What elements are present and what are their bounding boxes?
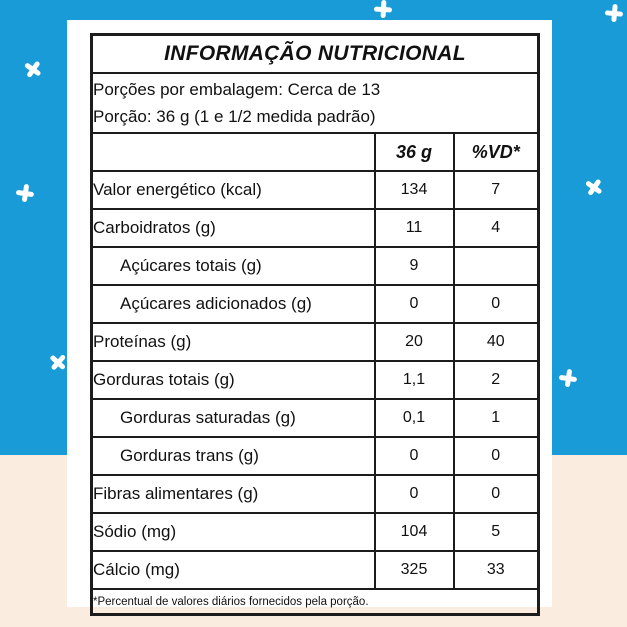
table-row [92,285,539,323]
table-row [92,551,539,589]
title-row [92,35,539,74]
row-dv: 33 [454,551,539,589]
row-amount: 104 [375,513,454,551]
row-label: Proteínas (g) [92,323,375,361]
column-header-amount: 36 g [375,133,454,171]
row-amount: 0 [375,475,454,513]
plus-decoration-icon [15,183,35,203]
servings-info [92,73,539,133]
row-amount: 0,1 [375,399,454,437]
table-row [92,513,539,551]
row-dv: 4 [454,209,539,247]
footnote: *Percentual de valores diários fornecidos pela porção. [92,589,539,615]
nutrition-facts-table [90,33,540,616]
row-dv [454,247,539,285]
row-label: Valor energético (kcal) [92,171,375,209]
row-dv: 0 [454,437,539,475]
serving-size: Porção: 36 g (1 e 1/2 medida padrão) [93,107,376,126]
servings-row [92,73,539,133]
footnote-row [92,589,539,615]
column-header-spacer [92,133,375,171]
row-amount: 325 [375,551,454,589]
row-dv: 0 [454,475,539,513]
table-row [92,399,539,437]
row-amount: 11 [375,209,454,247]
nutrition-title: INFORMAÇÃO NUTRICIONAL [92,35,539,74]
row-dv: 40 [454,323,539,361]
row-dv: 1 [454,399,539,437]
column-header-dv: %VD* [454,133,539,171]
row-dv: 0 [454,285,539,323]
table-row [92,171,539,209]
row-label: Sódio (mg) [92,513,375,551]
row-amount: 20 [375,323,454,361]
plus-decoration-icon [374,0,393,18]
plus-decoration-icon [604,3,624,23]
nutrition-rows [92,171,539,589]
row-label: Açúcares totais (g) [92,247,375,285]
row-label: Fibras alimentares (g) [92,475,375,513]
column-header-row [92,133,539,171]
table-row [92,247,539,285]
row-label: Gorduras saturadas (g) [92,399,375,437]
table-row [92,209,539,247]
row-label: Gorduras trans (g) [92,437,375,475]
row-label: Carboidratos (g) [92,209,375,247]
plus-decoration-icon [558,368,578,388]
servings-per-package: Porções por embalagem: Cerca de 13 [93,79,381,99]
row-dv: 5 [454,513,539,551]
row-label: Gorduras totais (g) [92,361,375,399]
row-amount: 0 [375,285,454,323]
row-amount: 134 [375,171,454,209]
row-amount: 0 [375,437,454,475]
row-dv: 2 [454,361,539,399]
row-label: Açúcares adicionados (g) [92,285,375,323]
row-amount: 1,1 [375,361,454,399]
row-label: Cálcio (mg) [92,551,375,589]
row-dv: 7 [454,171,539,209]
table-row [92,361,539,399]
table-row [92,475,539,513]
table-row [92,323,539,361]
row-amount: 9 [375,247,454,285]
nutrition-label-card [67,20,552,607]
table-row [92,437,539,475]
